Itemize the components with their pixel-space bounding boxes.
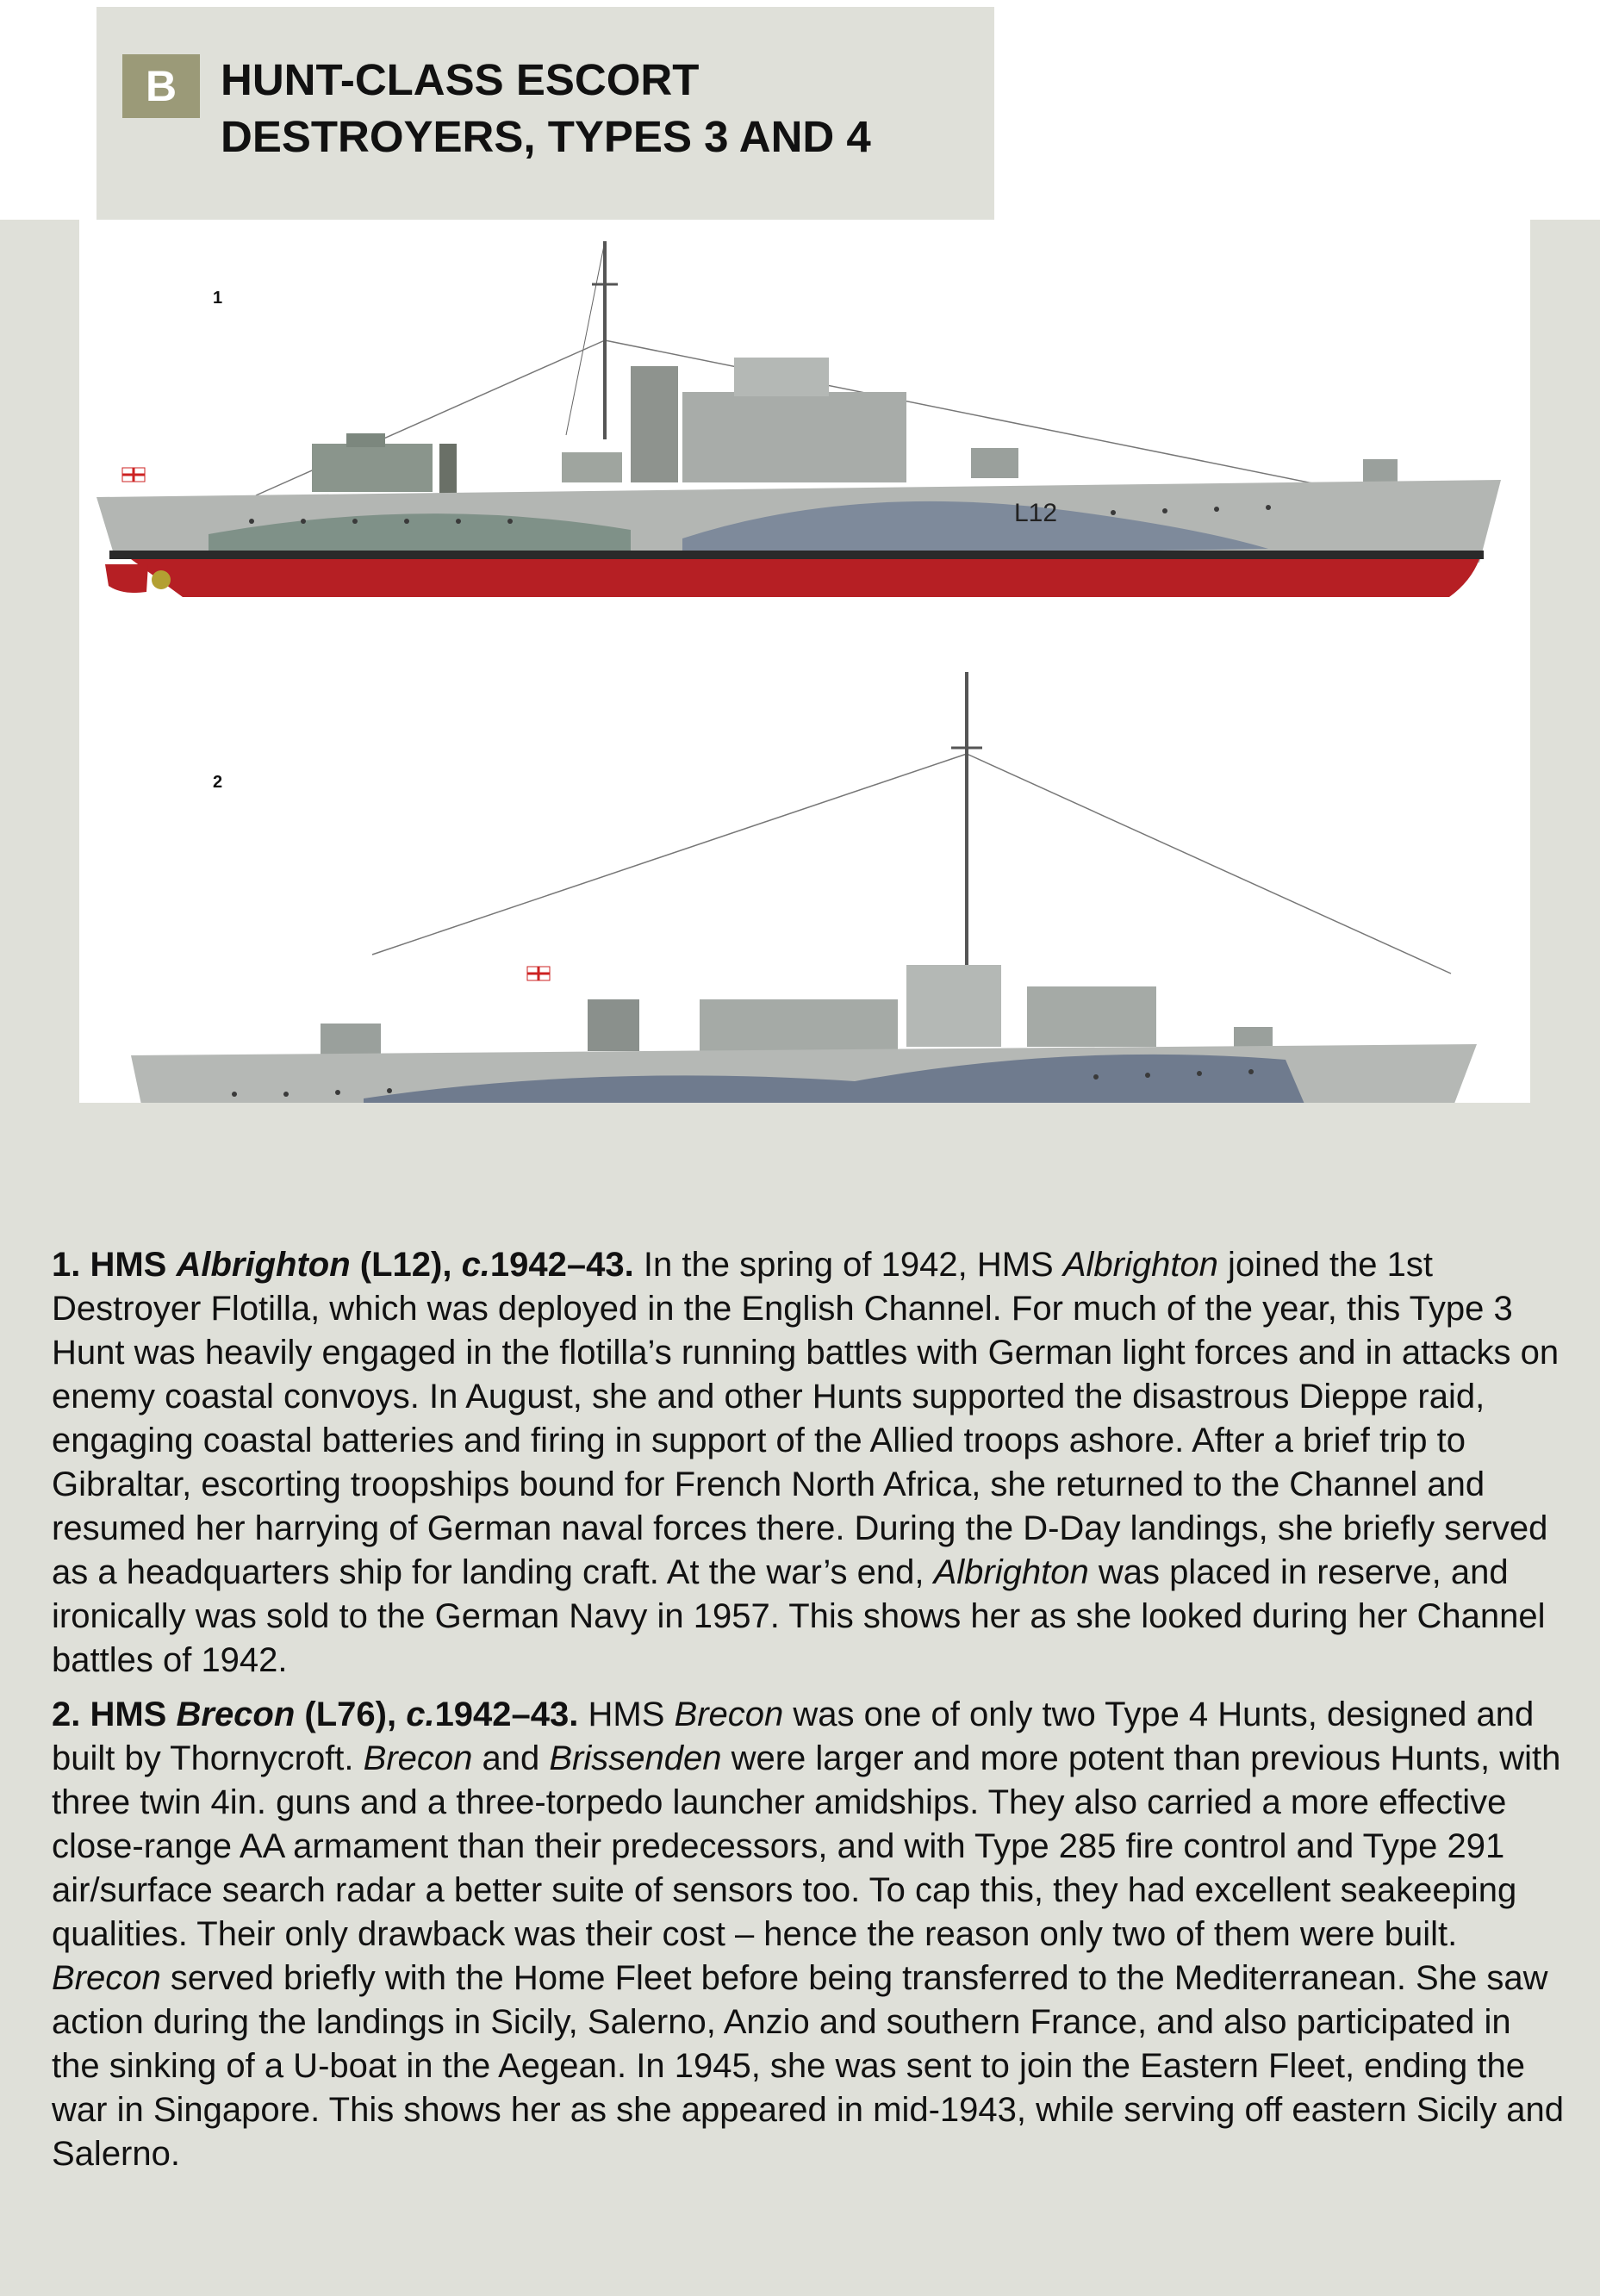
pennant-number-l12: L12 [1014, 499, 1058, 527]
ship-name: Brecon [52, 1959, 161, 1997]
plate-title [221, 52, 962, 165]
figure-number-1: 1 [213, 289, 223, 308]
caption-1-lead: 1. HMS Albrighton (L12), c.1942–43. [52, 1246, 634, 1284]
ship-name: Brecon [176, 1696, 296, 1733]
plate-letter-badge: B [122, 54, 200, 118]
ship-name: Brecon [674, 1696, 784, 1733]
ship-name: Albrighton [176, 1246, 351, 1284]
ship-profile-albrighton [79, 237, 1530, 616]
ship-profile-brecon [79, 672, 1530, 1103]
caption-2-lead: 2. HMS Brecon (L76), c.1942–43. [52, 1696, 579, 1733]
ship-name: Albrighton [1062, 1246, 1218, 1284]
ship-name: Brecon [363, 1739, 473, 1777]
caption-albrighton: 1. HMS Albrighton (L12), c.1942–43. In the spring of 1942, HMS Albrighton joined the 1st Destroyer Flotilla, which was deployed in the English Channel. For much of the year, this Type 3 Hunt was heavily engaged in the flotilla’s running battles with German light forces and in attacks on enemy coastal convoys. In August, she and other Hunts supported the disastrous Dieppe raid, engaging coastal batteries and firing in support of the Allied troops ashore. After a brief trip to Gibraltar, escorting troopships bound for French North Africa, she returned to the Channel and resumed her harrying of German naval forces there. During the D-Day landings, she briefly served as a headquarters ship for landing craft. At the war’s end, Albrighton was placed in reserve, and ironically was sold to the German Navy in 1957. This shows her as she looked during her Channel battles of 1942. [52, 1246, 1560, 1679]
figure-number-2: 2 [213, 773, 223, 792]
ship-name: Brissenden [549, 1739, 722, 1777]
ship-name: Albrighton [933, 1553, 1089, 1591]
plate-title-line-1: HUNT-CLASS ESCORT [221, 55, 700, 104]
captions [52, 1243, 1568, 2187]
plate-title-line-2: DESTROYERS, TYPES 3 AND 4 [221, 112, 871, 161]
ship-illustration-area [79, 220, 1530, 1103]
caption-brecon: 2. HMS Brecon (L76), c.1942–43. HMS Brecon was one of only two Type 4 Hunts, designed and built by Thornycroft. Brecon and Brissenden were larger and more potent than previous Hunts, with three twin 4in. guns and a three-torpedo launcher amidships. They also carried a more effective close-range AA armament than their predecessors, and with Type 285 fire control and Type 291 air/surface search radar a better suite of sensors too. To cap this, they had excellent seakeeping qualities. Their only drawback was their cost – hence the reason only two of them were built. Brecon served briefly with the Home Fleet before being transferred to the Mediterranean. She saw action during the landings in Sicily, Salerno, Anzio and southern France, and also participated in the sinking of a U-boat in the Aegean. In 1945, she was sent to join the Eastern Fleet, ending the war in Singapore. This shows her as she appeared in mid-1943, while serving off eastern Sicily and Salerno. [52, 1696, 1565, 2173]
